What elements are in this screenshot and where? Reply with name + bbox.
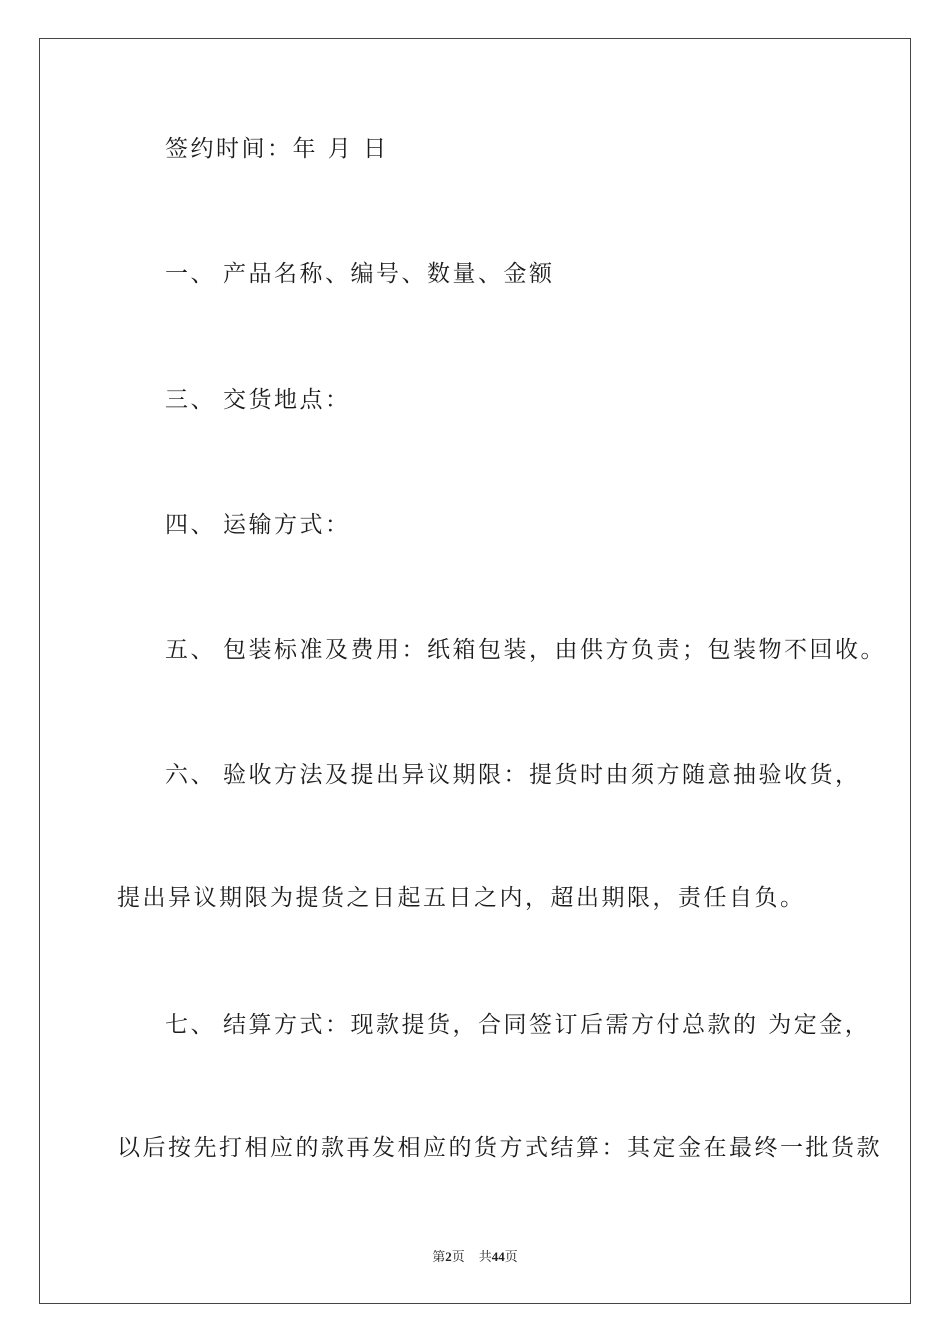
section-number: 三、 — [165, 387, 216, 413]
section-7-continuation — [117, 1133, 882, 1163]
section-number: 六、 — [165, 762, 216, 788]
total-prefix: 共 — [478, 1249, 492, 1264]
section-number: 五、 — [165, 637, 216, 663]
section-6-paragraph — [165, 760, 861, 790]
section-number: 一、 — [165, 261, 216, 287]
section-text: 验收方法及提出异议期限：提货时由须方随意抽验收货， — [223, 762, 861, 788]
signing-date-line — [165, 134, 389, 164]
section-text: 包装标准及费用：纸箱包装，由供方负责；包装物不回收。 — [223, 637, 886, 663]
section-number: 四、 — [165, 512, 216, 538]
page-suffix: 页 — [451, 1249, 465, 1264]
section-7-paragraph — [165, 1010, 870, 1040]
section-4-heading — [165, 510, 351, 540]
line-text: 签约时间：年 月 日 — [165, 136, 389, 162]
section-text: 结算方式：现款提货，合同签订后需方付总款的 为定金， — [223, 1012, 871, 1038]
page-prefix: 第 — [432, 1249, 446, 1264]
section-5-paragraph — [165, 635, 886, 665]
total-suffix: 页 — [504, 1249, 518, 1264]
section-3-heading — [165, 385, 351, 415]
page-footer — [0, 1248, 950, 1266]
section-number: 七、 — [165, 1012, 216, 1038]
section-text: 产品名称、编号、数量、金额 — [223, 261, 555, 287]
section-6-continuation — [117, 883, 806, 913]
line-text: 提出异议期限为提货之日起五日之内，超出期限，责任自负。 — [117, 885, 806, 911]
section-1-heading — [165, 259, 555, 289]
page-border — [39, 38, 911, 1304]
section-text: 交货地点： — [223, 387, 351, 413]
section-text: 运输方式： — [223, 512, 351, 538]
page-number: 2 — [445, 1249, 452, 1264]
total-pages: 44 — [491, 1249, 505, 1264]
line-text: 以后按先打相应的款再发相应的货方式结算：其定金在最终一批货款 — [117, 1135, 882, 1161]
